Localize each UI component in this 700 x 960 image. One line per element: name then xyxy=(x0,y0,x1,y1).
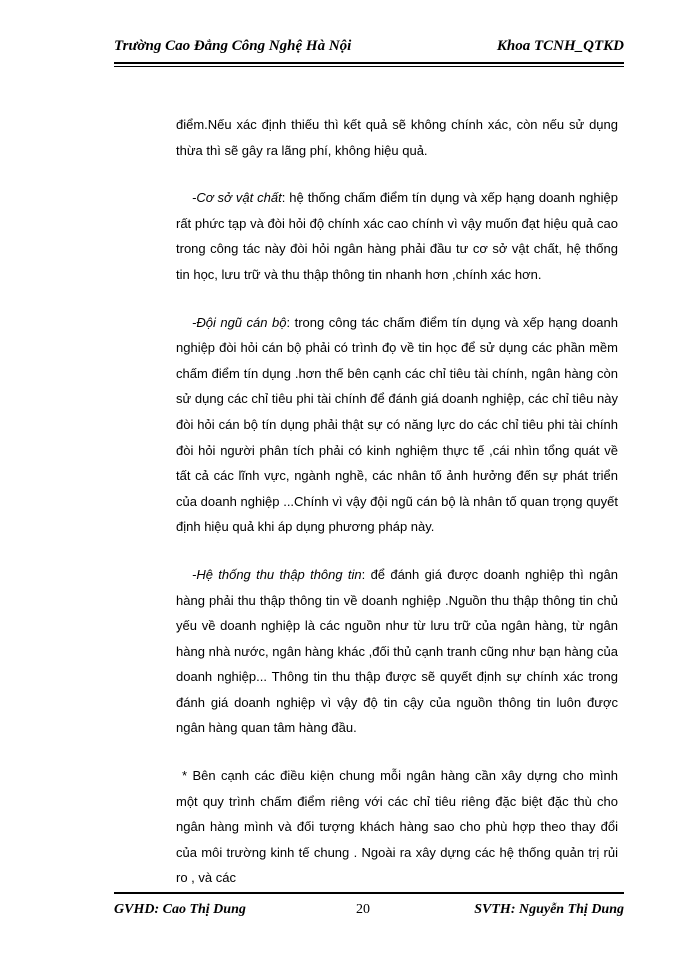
paragraph-text: : hệ thống chấm điểm tín dụng và xếp hạng doanh nghiệp rất phức tạp và đòi hỏi độ chính xác cao chính vì vậy muốn đạt hiệu quả cao trong công tác này đòi hỏi ngân hàng phải đầu tư cơ sở vật chất, hệ thống tin học, lưu trữ và thu thập thông tin nhanh hơn ,chính xác hơn. xyxy=(176,190,618,282)
header-faculty-name: Khoa TCNH_QTKD xyxy=(496,38,624,54)
footer-student: SVTH: Nguyễn Thị Dung xyxy=(474,902,624,917)
paragraph-heading: -Cơ sở vật chất xyxy=(192,190,282,206)
paragraph-star-note xyxy=(176,763,618,891)
header-divider xyxy=(114,66,624,67)
paragraph-doi-ngu-can-bo xyxy=(176,310,618,540)
paragraph-text: : để đánh giá được doanh nghiệp thì ngân hàng phải thu thập thông tin về doanh nghiệp .Nguồn thu thập thông tin chủ yếu về doanh nghiệp là các nguồn như từ lưu trữ của ngân hàng, từ ngân hàng nhà nước, ngân hàng khác ,đối thủ cạnh tranh cũng như bạn hàng của doanh nghiệp... Thông tin thu thập được sẽ quyết định sự chính xác trong đánh giá doanh nghiệp vì vậy độ tin cậy của nguồn thông tin luôn được ngân hàng quan tâm hàng đầu. xyxy=(176,566,618,736)
paragraph-heading: -Hệ thống thu thập thông tin xyxy=(192,566,362,582)
paragraph-he-thong-thong-tin xyxy=(176,562,618,741)
page-number: 20 xyxy=(356,902,370,917)
page-header xyxy=(114,34,624,64)
footer-divider xyxy=(114,892,624,894)
document-body xyxy=(176,112,618,913)
paragraph-text: : trong công tác chấm điểm tín dụng và xếp hạng doanh nghiệp đòi hỏi cán bộ phải có trình đọ về tin học để sử dụng các phần mềm chấm điểm tín dụng .hơn thế bên cạnh các chỉ tiêu tài chính, ngân hàng còn sử dụng các chỉ tiêu phi tài chính để đánh giá doanh nghiệp, các chỉ tiêu này đòi hỏi cán bộ tín dụng phải thật sự có năng lực do các chỉ tiêu phi tài chính đòi hỏi người phân tích phải có kinh nghiệm thực tế ,cái nhìn tổng quát về tất cả các lĩnh vực, ngành nghề, các nhân tố ảnh hưởng đến sự phát triển của doanh nghiệp ...Chính vì vậy đội ngũ cán bộ là nhân tố quan trọng quyết định hiệu quả khi áp dụng phương pháp này. xyxy=(176,314,618,535)
footer-instructor: GVHD: Cao Thị Dung xyxy=(114,902,246,917)
paragraph-text: * Bên cạnh các điều kiện chung mỗi ngân hàng cần xây dựng cho mình một quy trình chấm điểm riêng với các chỉ tiêu riêng đặc biệt đặc thù cho ngân hàng mình và đối tượng khách hàng sao cho phù hợp theo thay đổi của môi trường kinh tế chung . Ngoài ra xây dựng các hệ thống quản trị rủi ro , và các xyxy=(176,768,618,886)
header-school-name: Trường Cao Đẳng Công Nghệ Hà Nội xyxy=(114,38,352,54)
paragraph-text: điểm.Nếu xác định thiếu thì kết quả sẽ không chính xác, còn nếu sử dụng thừa thì sẽ gây ra lãng phí, không hiệu quả. xyxy=(176,117,618,158)
paragraph-heading: -Đội ngũ cán bộ xyxy=(192,314,287,330)
paragraph-continuation xyxy=(176,112,618,163)
paragraph-co-so-vat-chat xyxy=(176,185,618,287)
page-footer xyxy=(114,900,624,924)
